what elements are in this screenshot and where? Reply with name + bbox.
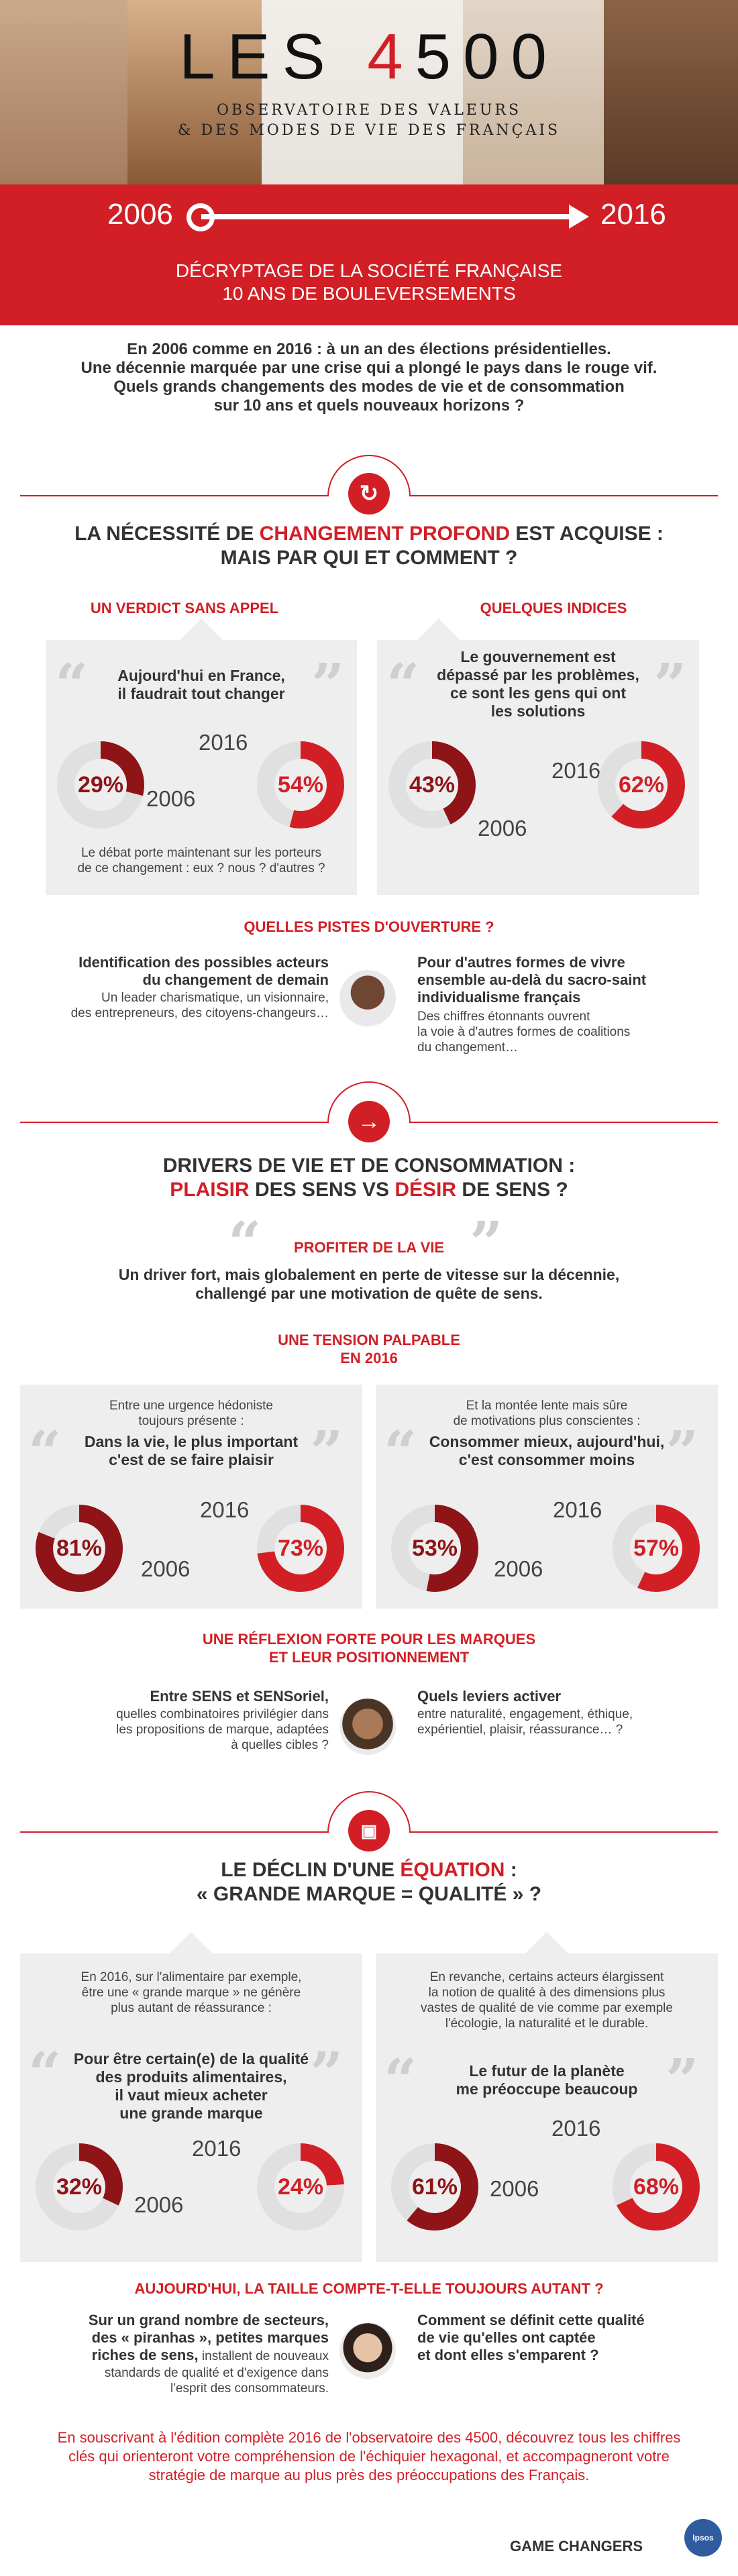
refresh-icon: ↻ [348,473,390,515]
ipsos-logo: Ipsos [684,2519,722,2557]
opening-title: Pour d'autres formes de vivre ensemble au-delà du sacro-saint individualisme français [417,954,647,1006]
avatar [339,1699,396,1755]
timeline-line [201,214,574,219]
opening-text: Des chiffres étonnants ouvrent la voie à d'autres formes de coalitions du changement… [417,1010,631,1055]
value-2006: 29% [77,772,124,798]
value-2016: 54% [277,772,324,798]
opening-title: Sur un grand nombre de secteurs, des « piranhas », petites marques riches de sens, installent de nouveaux [88,2312,329,2363]
value-2016: 68% [633,2174,680,2200]
opening-text: entre naturalité, engagement, éthique, expérientiel, plaisir, réassurance… ? [417,1707,633,1737]
year-label-2006: 2006 [490,2176,539,2201]
section-title: LA NÉCESSITÉ DE CHANGEMENT PROFOND EST ACQUISE : MAIS PAR QUI ET COMMENT ? [74,523,664,569]
year-label-2016: 2016 [551,758,601,783]
section-subheading: UNE RÉFLEXION FORTE POUR LES MARQUES ET LEUR POSITIONNEMENT [202,1631,536,1666]
year-label-2006: 2006 [141,1556,191,1581]
year-label-2016: 2016 [553,1497,602,1522]
quote-close-icon: ” [666,2047,699,2114]
stat-panel [376,1385,718,1609]
year-label-2006: 2006 [494,1556,543,1581]
hero-banner [0,0,738,184]
avatar [339,970,396,1026]
value-2006: 61% [411,2174,458,2200]
quote-open-icon: “ [28,1419,62,1487]
section-subheading: UNE TENSION PALPABLE EN 2016 [278,1332,460,1366]
value-2006: 32% [56,2174,103,2200]
year-label-2016: 2016 [551,2116,601,2141]
quote-close-icon: ” [666,1419,699,1487]
quote-close-icon: ” [653,651,687,719]
value-2016: 62% [618,772,665,798]
opening-title: Quels leviers activer [417,1688,562,1705]
section-subheading: UN VERDICT SANS APPEL [90,600,279,616]
quote-close-icon: ” [310,2040,344,2108]
page-title: LES 4500 [179,21,559,93]
section-subheading: PROFITER DE LA VIE [293,1239,445,1256]
stat-panel [46,640,357,895]
value-2006: 43% [409,772,456,798]
opening-title: Identification des possibles acteurs du changement de demain [78,954,329,988]
survey-statement: Le gouvernement est dépassé par les problèmes, ce sont les gens qui ont les solutions [437,648,639,720]
stat-panel [377,640,699,895]
timeline-band [0,184,738,325]
opening-title: Entre SENS et SENSoriel, [150,1688,329,1705]
survey-statement: Aujourd'hui en France, il faudrait tout changer [117,667,285,702]
stat-panel [376,1953,718,2262]
year-label-2016: 2016 [200,1497,250,1522]
year-label-2006: 2006 [146,786,196,811]
year-start: 2006 [107,198,173,231]
quote-open-icon: “ [28,2040,62,2108]
quote-open-icon: “ [384,2047,417,2114]
panel-intro: En 2016, sur l'alimentaire par exemple, être une « grande marque » ne génère plus autant de réassurance : [81,1970,302,2015]
opening-title: Comment se définit cette qualité de vie qu'elles ont captée et dont elles s'emparent ? [417,2312,645,2363]
page-subtitle: OBSERVATOIRE DES VALEURS & DES MODES DE VIE DES FRANÇAIS [177,102,561,139]
quote-close-icon: ” [470,1210,503,1277]
section-subheading: QUELQUES INDICES [480,600,627,616]
value-2016: 57% [633,1536,680,1561]
shopping-bag-icon: ▣ [348,1810,390,1851]
survey-statement: Pour être certain(e) de la qualité des produits alimentaires, il vaut mieux acheter une grande marque [73,2050,309,2122]
panel-note: Le débat porte maintenant sur les porteurs de ce changement : eux ? nous ? d'autres ? [77,846,325,875]
year-label-2016: 2016 [192,2136,242,2161]
value-2006: 53% [411,1536,458,1561]
quote-close-icon: ” [310,1419,344,1487]
survey-statement: Consommer mieux, aujourd'hui, c'est consommer moins [429,1433,665,1468]
year-label-2006: 2006 [134,2192,184,2217]
intro-text: En 2006 comme en 2016 : à un an des élections présidentielles. Une décennie marquée par une crise qui a plongé le pays dans le rouge vif. Quels grands changements des modes de vie et de consommation sur 10 ans et quels nouveaux horizons ? [81,340,657,415]
survey-statement: Dans la vie, le plus important c'est de se faire plaisir [84,1433,299,1468]
avatar [339,2322,396,2379]
panel-intro: Entre une urgence hédoniste toujours présente : [109,1399,273,1428]
opening-text: Un leader charismatique, un visionnaire, des entrepreneurs, des citoyens-changeurs… [70,991,329,1020]
quote-open-icon: “ [55,651,89,719]
section-subheading: QUELLES PISTES D'OUVERTURE ? [244,918,494,935]
year-end: 2016 [600,198,666,231]
opening-text: standards de qualité et d'exigence dans l'esprit des consommateurs. [104,2366,329,2396]
quote-open-icon: “ [228,1210,262,1277]
year-label-2006: 2006 [478,816,527,841]
value-2006: 81% [56,1536,103,1561]
panel-intro: En revanche, certains acteurs élargissent la notion de qualité à des dimensions plus vastes de qualité de vie comme par exemple l'écologie, la naturalité et le durable. [421,1970,673,2031]
brand-tagline: GAME CHANGERS [510,2538,643,2555]
quote-open-icon: “ [384,1419,417,1487]
value-2016: 24% [277,2174,324,2200]
quote-close-icon: ” [311,651,345,719]
band-heading: DÉCRYPTAGE DE LA SOCIÉTÉ FRANÇAISE 10 ANS DE BOULEVERSEMENTS [175,260,563,304]
survey-statement: Le futur de la planète me préoccupe beaucoup [456,2062,638,2098]
value-2016: 73% [277,1536,324,1561]
arrow-right-icon [569,205,589,229]
footer-text: En souscrivant à l'édition complète 2016 de l'observatoire des 4500, découvrez tous les chiffres clés qui orienteront votre compréhension de l'échiquier hexagonal, et accompagneront votre stratégie de marque au plus près des préoccupations des Français. [57,2429,681,2483]
arrow-right-icon: → [348,1101,390,1142]
quote-open-icon: “ [386,651,420,719]
panel-intro: Et la montée lente mais sûre de motivations plus conscientes : [453,1399,641,1428]
section-title: DRIVERS DE VIE ET DE CONSOMMATION : PLAISIR DES SENS VS DÉSIR DE SENS ? [162,1155,576,1201]
section-title: LE DÉCLIN D'UNE ÉQUATION : « GRANDE MARQUE = QUALITÉ » ? [196,1859,542,1905]
opening-text: quelles combinatoires privilégier dans les propositions de marque, adaptées à quelles cibles ? [116,1707,329,1752]
stat-panel [20,1385,362,1609]
section-subheading: AUJOURD'HUI, LA TAILLE COMPTE-T-ELLE TOUJOURS AUTANT ? [134,2280,604,2297]
section-text: Un driver fort, mais globalement en perte de vitesse sur la décennie, challengé par une motivation de quête de sens. [118,1266,620,1302]
year-label-2016: 2016 [199,730,248,755]
stat-panel [20,1953,362,2262]
